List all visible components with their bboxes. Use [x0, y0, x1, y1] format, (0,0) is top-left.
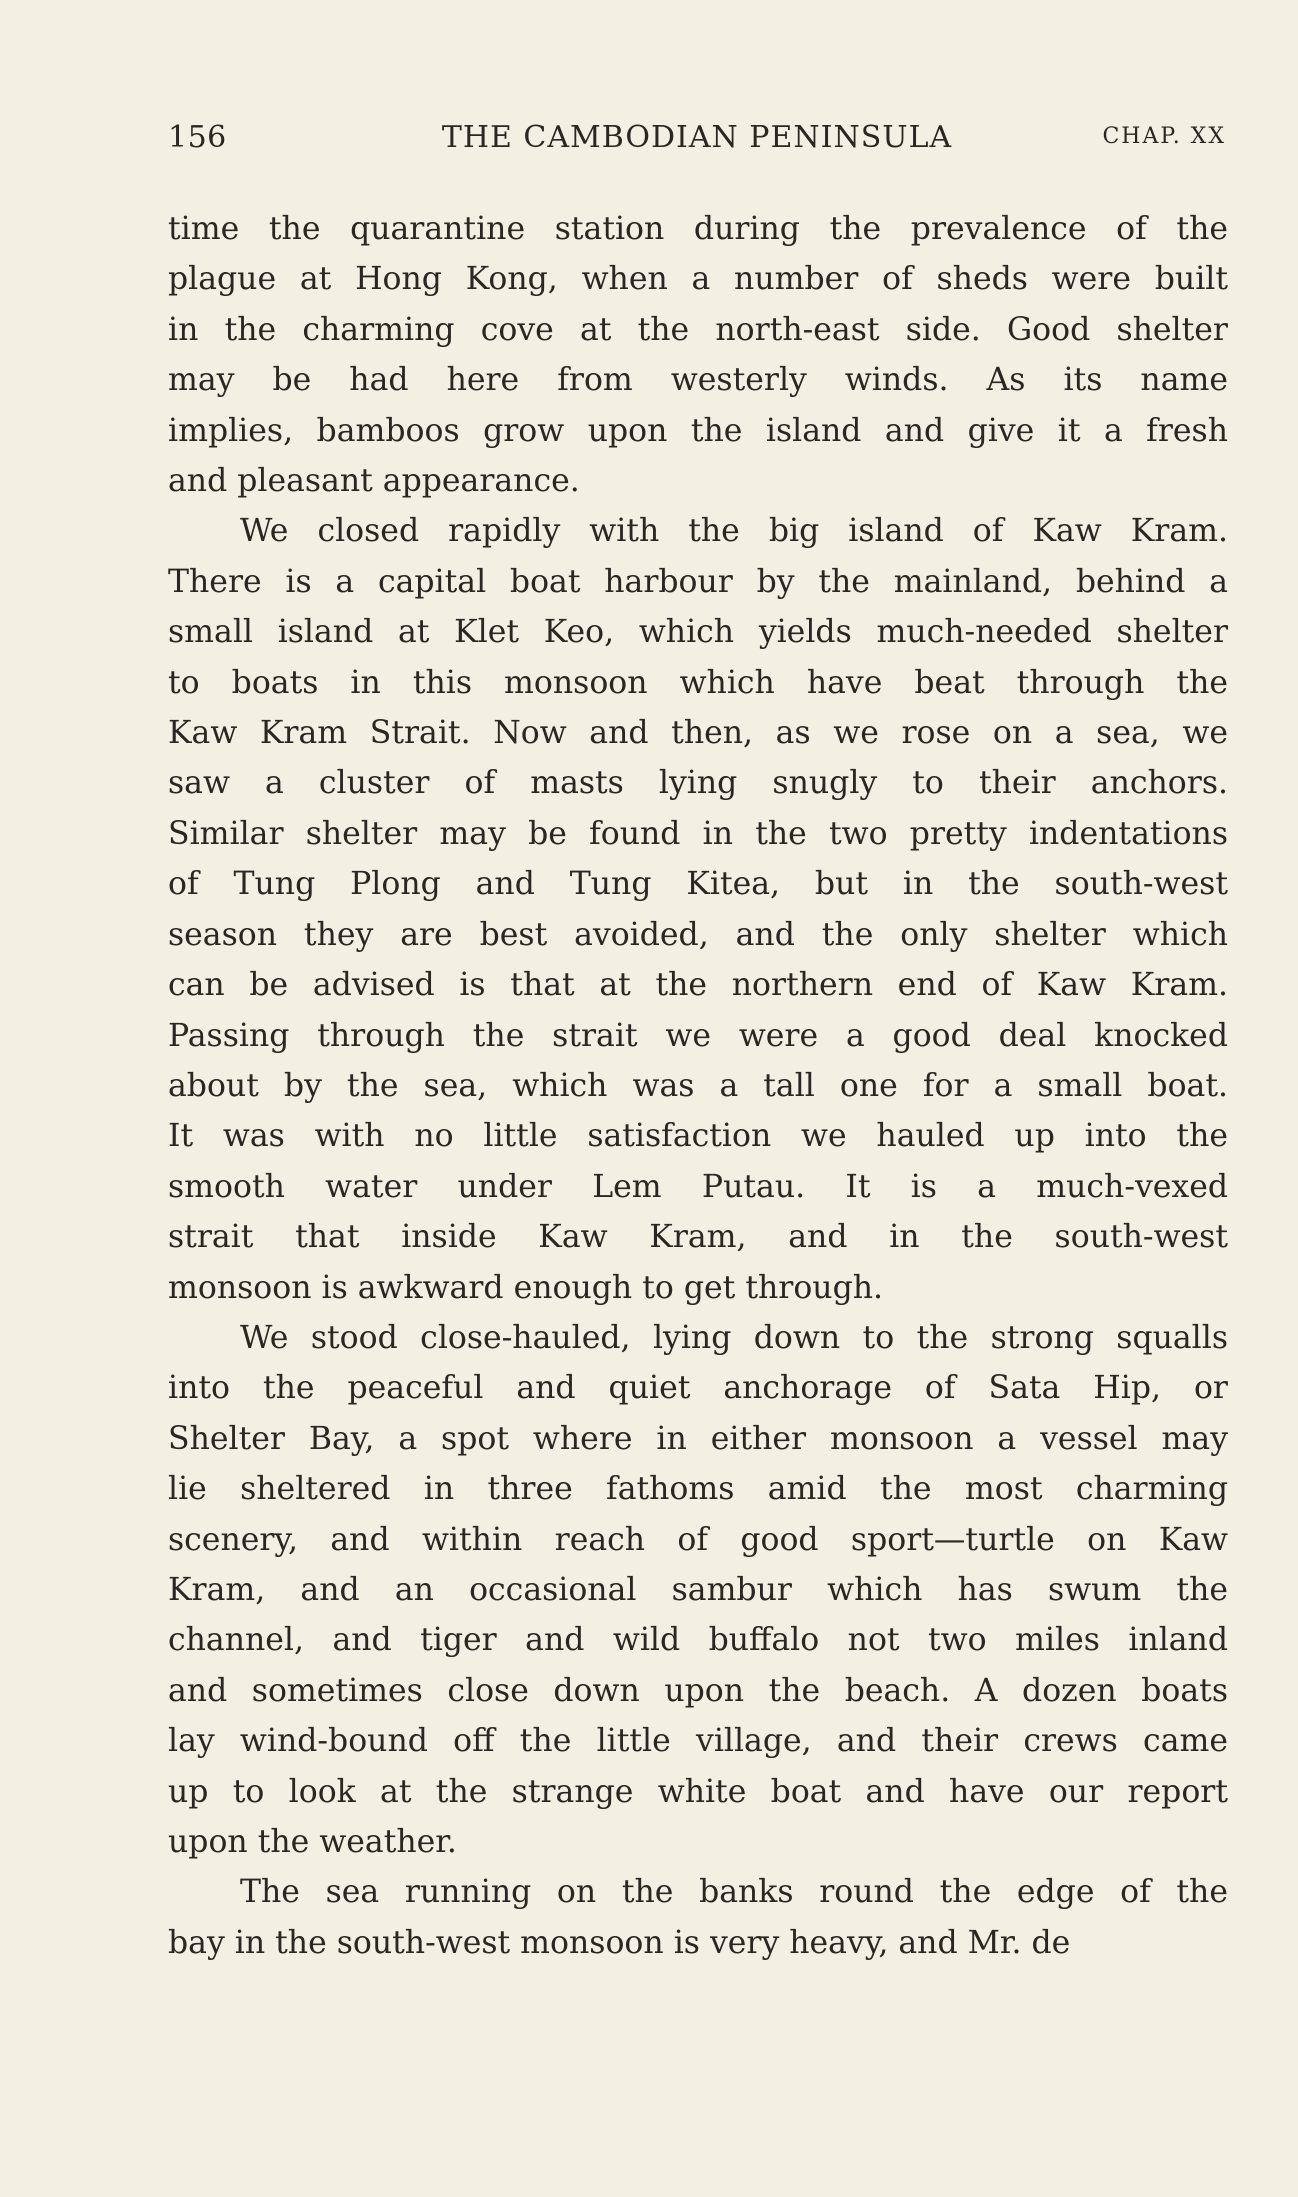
text-line: Shelter Bay, a spot where in either monsoon a vessel may [168, 1420, 1228, 1457]
text-line: scenery, and within reach of good sport—turtle on Kaw [168, 1521, 1228, 1558]
text-line: The sea running on the banks round the edge of the [240, 1874, 1228, 1911]
text-line: There is a capital boat harbour by the mainland, behind a [168, 563, 1228, 600]
text-line: Passing through the strait we were a good deal knocked [168, 1017, 1228, 1054]
text-line: saw a cluster of masts lying snugly to their anchors. [168, 765, 1228, 802]
text-line: and pleasant appearance. [168, 463, 580, 500]
text-line: We closed rapidly with the big island of Kaw Kram. [240, 513, 1228, 550]
paragraph [168, 506, 1228, 1313]
page-header [168, 120, 1226, 162]
text-line: season they are best avoided, and the only shelter which [168, 916, 1228, 953]
text-line: small island at Klet Keo, which yields much-needed shelter [168, 614, 1228, 651]
text-line: smooth water under Lem Putau. It is a much-vexed [168, 1168, 1228, 1205]
text-line: up to look at the strange white boat and have our report [168, 1773, 1228, 1810]
text-line: about by the sea, which was a tall one for a small boat. [168, 1067, 1228, 1104]
text-line: lie sheltered in three fathoms amid the most charming [168, 1471, 1228, 1508]
chapter-label: CHAP. XX [1102, 124, 1226, 149]
running-title: THE CAMBODIAN PENINSULA [441, 120, 953, 155]
text-line: time the quarantine station during the prevalence of the [168, 211, 1228, 247]
paragraph [168, 1313, 1228, 1867]
paragraph [168, 204, 1228, 506]
text-line: of Tung Plong and Tung Kitea, but in the south-west [168, 866, 1228, 903]
text-line: We stood close-hauled, lying down to the strong squalls [240, 1319, 1228, 1356]
text-line: bay in the south-west monsoon is very heavy, and Mr. de [168, 1924, 1071, 1961]
text-line: lay wind-bound off the little village, and their crews came [168, 1723, 1228, 1760]
text-line: strait that inside Kaw Kram, and in the south-west [168, 1219, 1228, 1256]
text-line: channel, and tiger and wild buffalo not two miles inland [168, 1622, 1228, 1659]
text-line: It was with no little satisfaction we hauled up into the [168, 1118, 1228, 1155]
text-line: can be advised is that at the northern end of Kaw Kram. [168, 967, 1228, 1004]
body-text [168, 204, 1228, 1968]
text-line: plague at Hong Kong, when a number of sheds were built [168, 261, 1228, 298]
text-line: Similar shelter may be found in the two pretty indentations [168, 815, 1228, 852]
page-number: 156 [168, 120, 227, 155]
text-line: implies, bamboos grow upon the island and give it a fresh [168, 412, 1228, 449]
text-line: Kaw Kram Strait. Now and then, as we rose on a sea, we [168, 715, 1228, 752]
text-line: into the peaceful and quiet anchorage of Sata Hip, or [168, 1370, 1228, 1407]
text-line: may be had here from westerly winds. As its name [168, 362, 1228, 399]
text-line: in the charming cove at the north-east side. Good shelter [168, 311, 1228, 348]
paragraph [168, 1867, 1228, 1968]
text-line: upon the weather. [168, 1824, 457, 1860]
text-line: and sometimes close down upon the beach. A dozen boats [168, 1672, 1228, 1709]
text-line: Kram, and an occasional sambur which has swum the [168, 1571, 1228, 1608]
text-line: monsoon is awkward enough to get through. [168, 1269, 884, 1306]
text-line: to boats in this monsoon which have beat through the [168, 664, 1228, 701]
